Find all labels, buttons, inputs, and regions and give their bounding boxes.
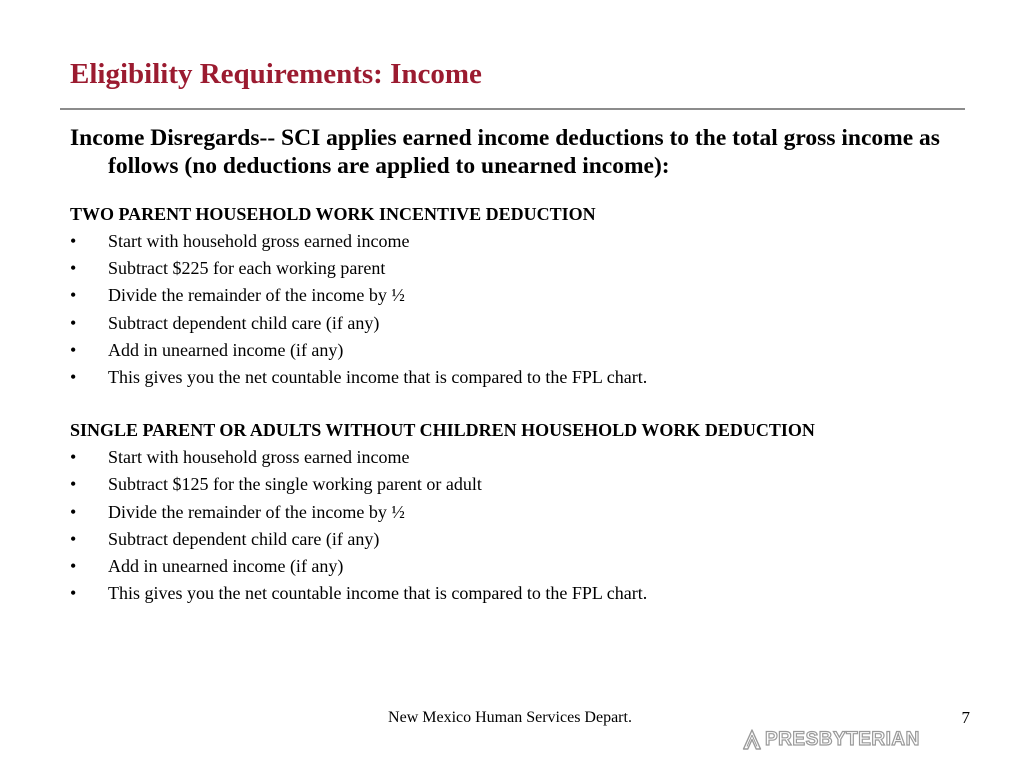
list-item-text: Subtract $225 for each working parent [108,258,386,279]
list-item-text: Divide the remainder of the income by ½ [108,285,405,306]
bullet-icon: • [70,367,77,388]
list-item [70,580,1000,607]
list-item [70,444,1000,471]
single-parent-steps-list [70,444,1000,607]
bullet-icon: • [70,583,77,604]
bullet-icon: • [70,528,77,549]
single-parent-section [70,420,1000,607]
list-item-text: Divide the remainder of the income by ½ [108,501,405,522]
section-heading: SINGLE PARENT OR ADULTS WITHOUT CHILDREN HOUSEHOLD WORK DEDUCTION [70,420,815,441]
page-number: 7 [961,708,970,727]
list-item [70,471,1000,498]
list-item [70,228,1000,255]
list-item-text: Add in unearned income (if any) [108,339,344,360]
list-item [70,499,1000,526]
list-item-text: This gives you the net countable income that is compared to the FPL chart. [108,583,648,604]
slide-title: Eligibility Requirements: Income [70,58,482,90]
slide-body [70,124,1000,607]
bullet-icon: • [70,285,77,306]
bullet-icon: • [70,447,77,468]
bullet-icon: • [70,339,77,360]
list-item-text: Start with household gross earned income [108,447,410,468]
bullet-icon: • [70,312,77,333]
bullet-icon: • [70,231,77,251]
intro-paragraph: Income Disregards-- SCI applies earned income deductions to the total gross income as follows (no deductions are applied to unearned income): [70,125,940,179]
logo-wordmark: PRESBYTERIAN [765,729,920,750]
list-item [70,282,1000,309]
list-item [70,526,1000,553]
presbyterian-emblem-icon [742,729,762,751]
two-parent-section [70,204,1000,391]
list-item [70,255,1000,282]
list-item [70,337,1000,364]
list-item-text: Subtract dependent child care (if any) [108,528,380,549]
footer-organization: New Mexico Human Services Depart. [388,709,632,726]
list-item [70,553,1000,580]
presbyterian-logo [742,728,920,752]
two-parent-steps-list [70,228,1000,391]
list-item-text: Subtract dependent child care (if any) [108,312,380,333]
bullet-icon: • [70,556,77,577]
list-item-text: Start with household gross earned income [108,231,410,251]
list-item-text: This gives you the net countable income that is compared to the FPL chart. [108,367,648,388]
title-divider [60,108,965,110]
list-item [70,364,1000,391]
list-item-text: Subtract $125 for the single working parent or adult [108,474,482,495]
bullet-icon: • [70,258,77,279]
list-item-text: Add in unearned income (if any) [108,556,344,577]
bullet-icon: • [70,474,77,495]
bullet-icon: • [70,501,77,522]
list-item [70,310,1000,337]
section-heading: TWO PARENT HOUSEHOLD WORK INCENTIVE DEDUCTION [70,204,596,224]
